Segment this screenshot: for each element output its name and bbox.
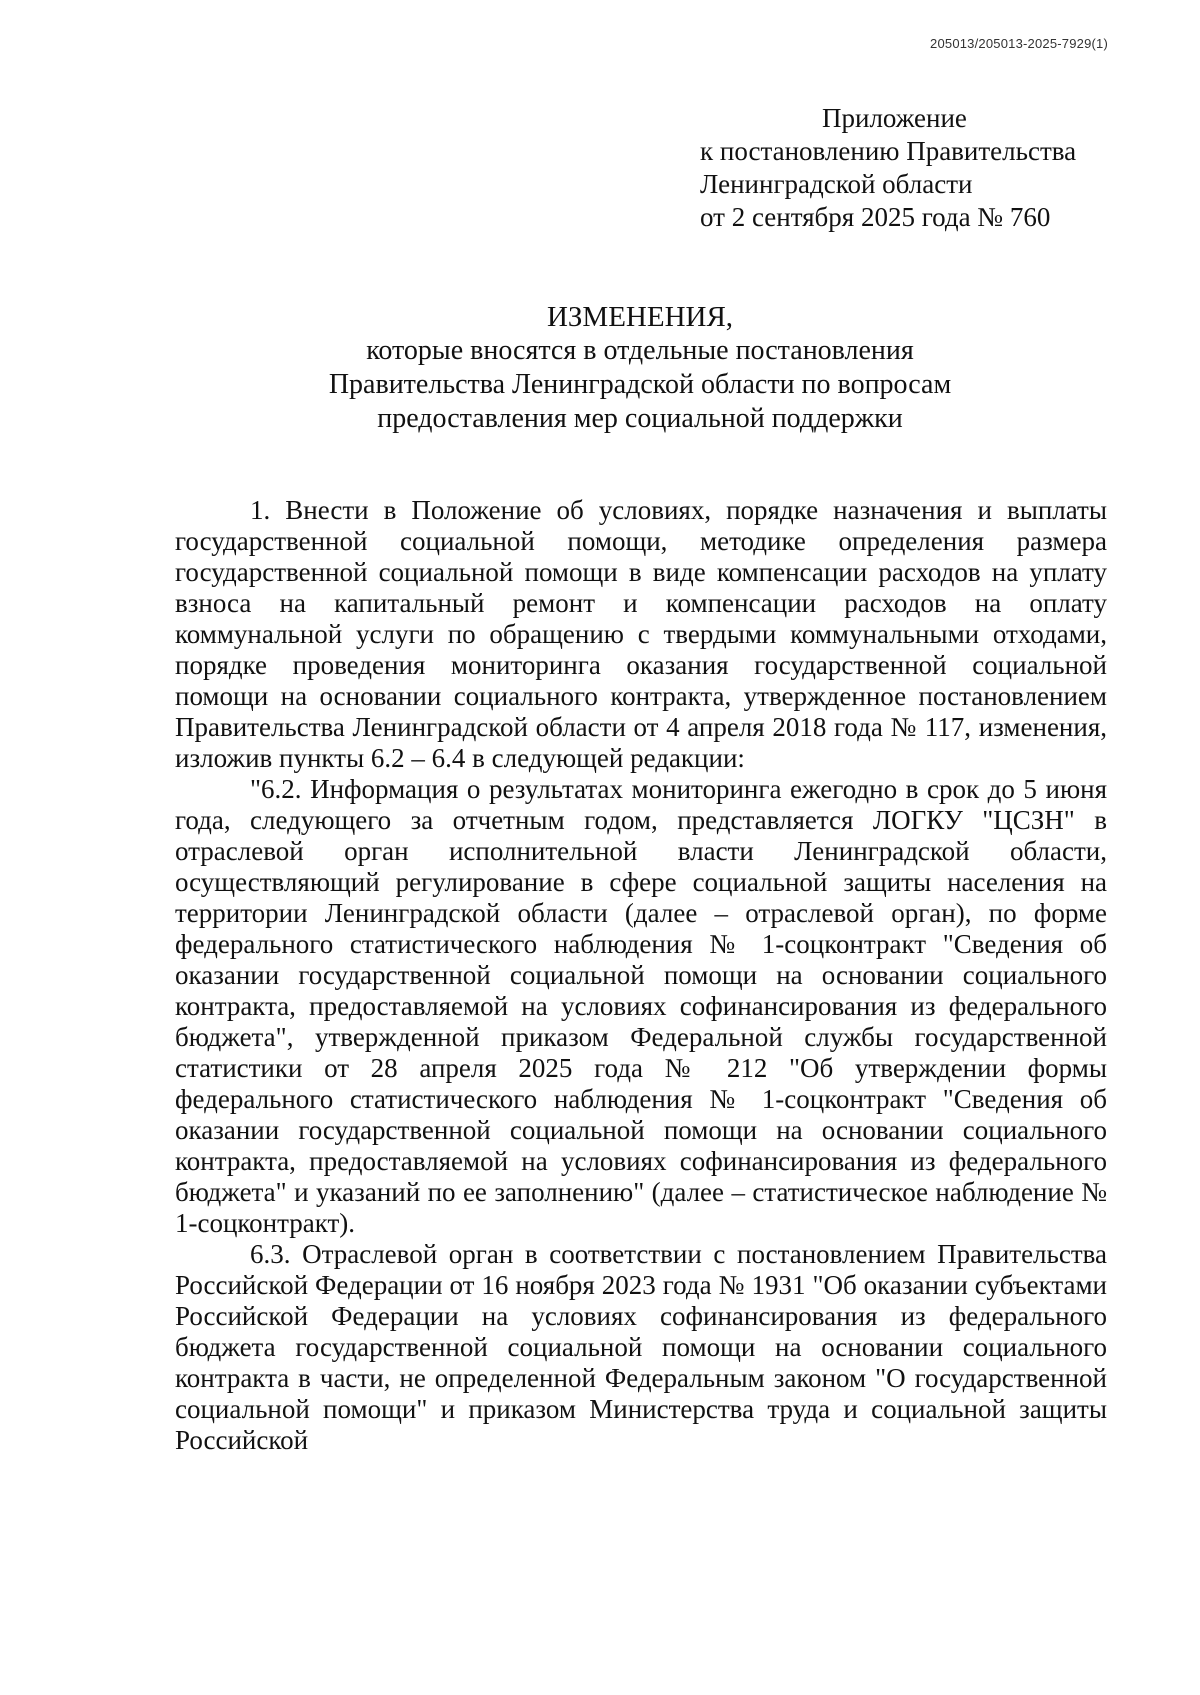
paragraph-1: 1. Внести в Положение об условиях, порядке назначения и выплаты государственной социальной помощи, методике определения размера государственной социальной помощи в виде компенсации расходов на уплату взноса на капитальный ремонт и компенсации расходов на оплату коммунальной услуги по обращению с твердыми коммунальными отходами, порядке проведения мониторинга оказания государственной социальной помощи на основании социального контракта, утвержденное постановлением Правительства Ленинградской области от 4 апреля 2018 года № 117, изменения, изложив пункты 6.2 – 6.4 в следующей редакции: <box>175 495 1107 773</box>
document-heading <box>175 300 1105 436</box>
appendix-date-number: от 2 сентября 2025 года № 760 <box>700 202 1051 232</box>
heading-line-2: Правительства Ленинградской области по вопросам <box>328 369 952 400</box>
paragraph-6-2: "6.2. Информация о результатах мониторинга ежегодно в срок до 5 июня года, следующего за отчетным годом, представляется ЛОГКУ "ЦСЗН" в отраслевой орган исполнительной власти Ленинградской области, осуществляющий регулирование в сфере социальной защиты населения на территории Ленинградской области (далее – отраслевой орган), по форме федерального статистического наблюдения № 1-соцконтракт "Сведения об оказании государственной социальной помощи на основании социального контракта, предоставляемой на условиях софинансирования из федерального бюджета", утвержденной приказом Федеральной службы государственной статистики от 28 апреля 2025 года № 212 "Об утверждении формы федерального статистического наблюдения № 1-соцконтракт "Сведения об оказании государственной социальной помощи на основании социального контракта, предоставляемой на условиях софинансирования из федерального бюджета" и указаний по ее заполнению" (далее – статистическое наблюдение № 1-соцконтракт). <box>175 774 1107 1238</box>
appendix-block <box>700 102 1120 234</box>
document-id: 205013/205013-2025-7929(1) <box>930 36 1108 51</box>
appendix-label: Приложение <box>822 103 967 133</box>
document-body <box>175 495 1107 1456</box>
paragraph-6-3: 6.3. Отраслевой орган в соответствии с постановлением Правительства Российской Федерации от 16 ноября 2023 года № 1931 "Об оказании субъектами Российской Федерации на условиях софинансирования из федерального бюджета государственной социальной помощи на основании социального контракта в части, не определенной Федеральным законом "О государственной социальной помощи" и приказом Министерства труда и социальной защиты Российской <box>175 1239 1107 1455</box>
appendix-resolution: к постановлению Правительства <box>700 136 1077 166</box>
heading-line-1: которые вносятся в отдельные постановления <box>366 335 914 366</box>
heading-line-3: предоставления мер социальной поддержки <box>377 403 903 434</box>
document-title: ИЗМЕНЕНИЯ, <box>546 301 734 333</box>
appendix-region: Ленинградской области <box>700 169 973 199</box>
